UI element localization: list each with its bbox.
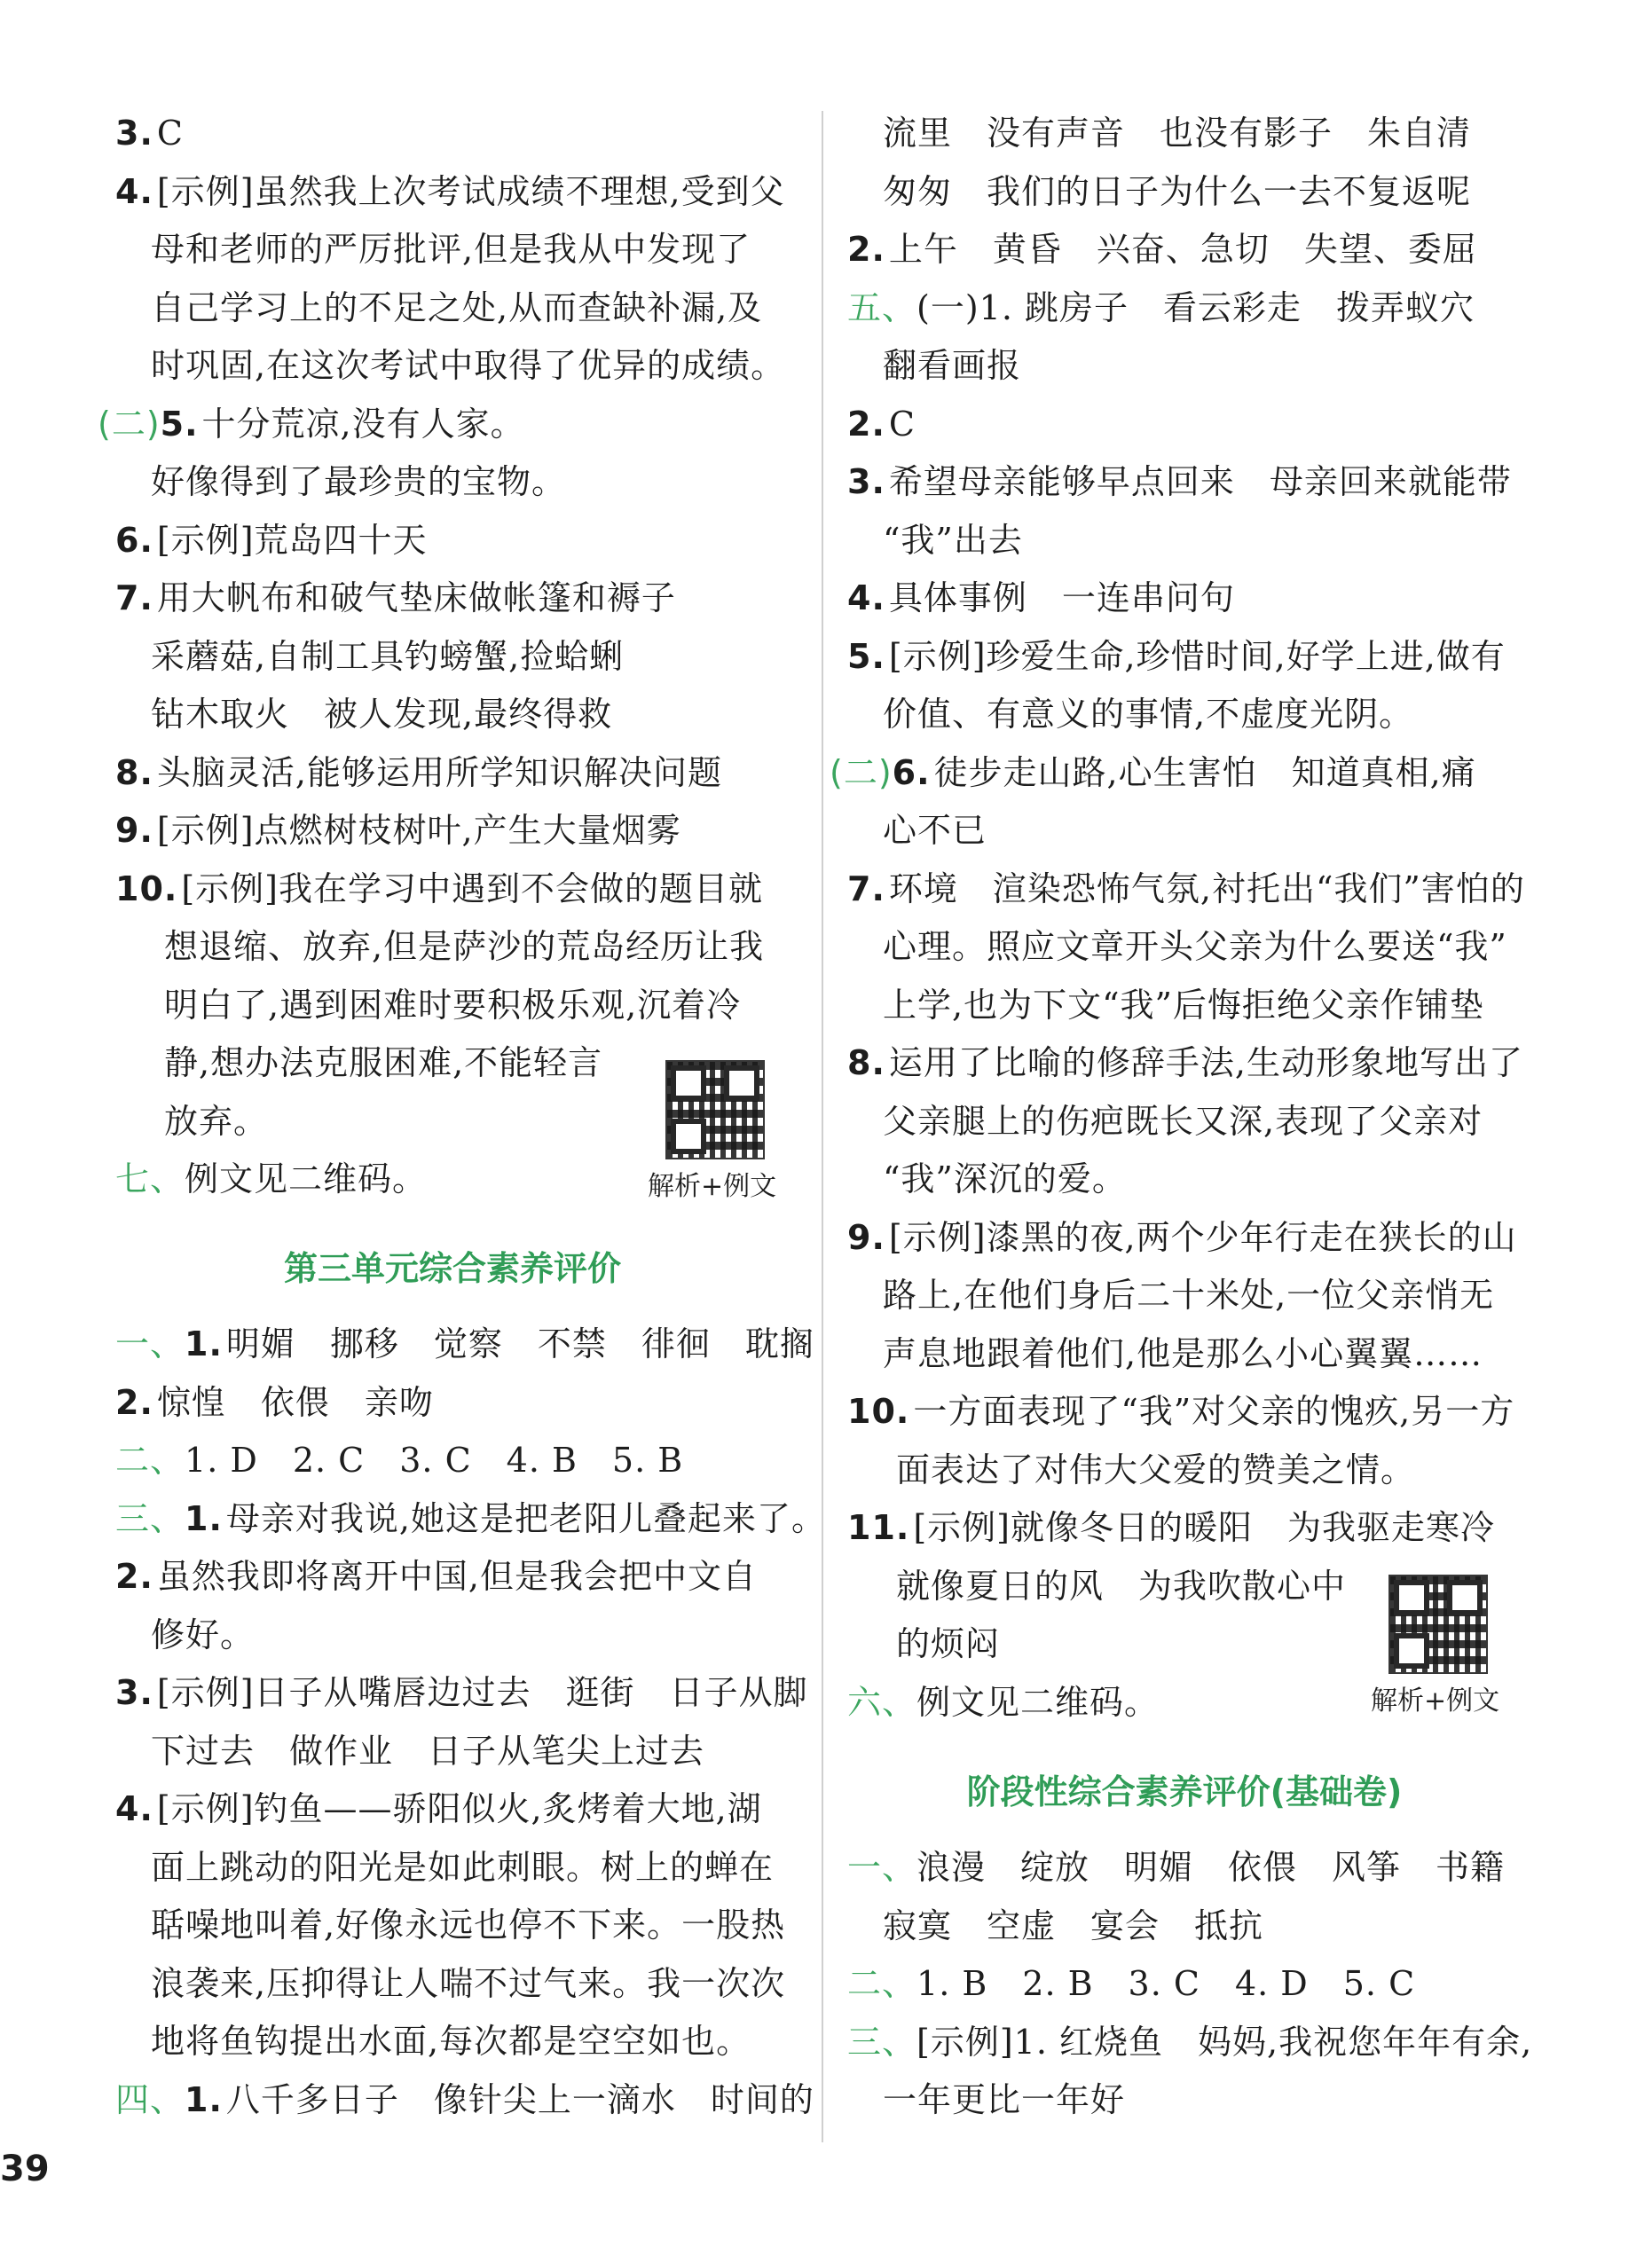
answer-line (151, 343, 785, 388)
answer-line (883, 1332, 1483, 1376)
answer-text: 心理。照应文章开头父亲为什么要送“我” (883, 927, 1507, 966)
answer-text: 具体事例 一连串问句 (888, 578, 1235, 617)
answer-line (847, 1041, 1523, 1085)
qr-code-image (665, 1060, 765, 1159)
answer-text: 钻木取火 被人发现,最终得救 (151, 695, 613, 734)
answer-line (883, 169, 1471, 214)
answer-text: 明媚 挪移 觉察 不禁 徘徊 耽搁 (225, 1324, 814, 1363)
answer-line (164, 1099, 268, 1143)
answer-text: 放弃。 (164, 1101, 269, 1141)
answer-line (847, 402, 916, 446)
answer-line (115, 1670, 808, 1715)
answer-line (847, 867, 1525, 911)
answer-text: 母和老师的严厉批评,但是我从中发现了 (151, 230, 751, 269)
question-number: 1. (185, 1498, 223, 1538)
answer-text: C (888, 404, 916, 444)
answer-line (896, 1622, 1000, 1666)
question-number: 5. (160, 404, 199, 444)
section-marker: 一、 (847, 1848, 917, 1887)
answer-text: 环境 渲染恐怖气氛,衬托出“我们”害怕的 (888, 868, 1525, 908)
answer-text: C (156, 114, 184, 153)
answer-line (847, 1845, 1505, 1890)
question-number: 2. (847, 230, 885, 269)
section-heading: 阶段性综合素养评价(基础卷) (966, 1772, 1403, 1811)
answer-line (847, 1961, 1415, 2006)
answer-text: 用大帆布和破气垫床做帐篷和褥子 (156, 578, 676, 617)
page-number: 39 (0, 2149, 50, 2189)
answer-text: 地将鱼钩提出水面,每次都是空空如也。 (151, 2022, 751, 2061)
answer-line (896, 1564, 1346, 1608)
answer-text: [示例]我在学习中遇到不会做的题目就 (181, 868, 763, 908)
answer-line (151, 460, 566, 504)
answer-text: 明白了,遇到困难时要积极乐观,沉着冷 (164, 985, 742, 1025)
question-number: 8. (847, 1043, 885, 1082)
answer-text: 虽然我即将离开中国,但是我会把中文自 (156, 1557, 757, 1596)
answer-text: 浪袭来,压抑得让人喘不过气来。我一次次 (151, 1963, 786, 2003)
answer-line (847, 227, 1477, 271)
answer-line (830, 750, 1476, 795)
answer-line (115, 1497, 826, 1541)
answer-line (883, 924, 1507, 969)
answer-line (847, 286, 1475, 330)
answer-line (883, 1099, 1483, 1143)
answer-line (115, 2078, 814, 2122)
question-number: 3. (847, 462, 885, 501)
question-number: 7. (115, 578, 153, 617)
answer-line (164, 924, 764, 969)
answer-text: 自己学习上的不足之处,从而查缺补漏,及 (151, 287, 763, 327)
answer-line (883, 111, 1471, 155)
answer-text: 父亲腿上的伤疤既长又深,表现了父亲对 (883, 1101, 1483, 1141)
answer-line (151, 634, 624, 679)
answer-text: 聒噪地叫着,好像永远也停不下来。一股热 (151, 1905, 786, 1945)
answer-line (883, 343, 1021, 388)
section-marker: 四、 (115, 2079, 185, 2119)
answer-text: 母亲对我说,她这是把老阳儿叠起来了。 (225, 1498, 826, 1538)
question-number: 7. (847, 868, 885, 908)
answer-text: 翻看画报 (883, 346, 1022, 385)
answer-text: 希望母亲能够早点回来 母亲回来就能带 (888, 462, 1512, 501)
answer-line (883, 808, 987, 853)
answer-line (151, 1845, 774, 1890)
section-marker: 三、 (115, 1498, 185, 1538)
answer-text: [示例]虽然我上次考试成绩不理想,受到父 (156, 171, 785, 211)
answer-text: 例文见二维码。 (185, 1159, 428, 1198)
answer-text: 一年更比一年好 (883, 2080, 1126, 2119)
answer-text: 静,想办法克服困难,不能轻言 (164, 1043, 603, 1082)
question-number: 9. (847, 1217, 885, 1257)
answer-line (115, 1787, 762, 1831)
question-number: 9. (115, 811, 153, 850)
answer-line (98, 402, 525, 446)
section-marker: 一、 (115, 1324, 185, 1363)
question-number: 4. (847, 578, 885, 617)
answer-line (115, 576, 676, 620)
answer-text: 上学,也为下文“我”后悔拒绝父亲作铺垫 (883, 985, 1484, 1025)
question-number: 2. (847, 404, 885, 444)
section-marker: (二) (98, 404, 161, 444)
answer-line (115, 518, 428, 562)
answer-line (151, 1961, 785, 2006)
question-number: 8. (115, 752, 153, 792)
answer-line (847, 634, 1506, 679)
answer-text: 的烦闷 (896, 1624, 1001, 1663)
answer-text: 下过去 做作业 日子从笔尖上过去 (151, 1731, 705, 1771)
answer-line (164, 983, 741, 1027)
answer-line (847, 460, 1512, 504)
answer-line (151, 692, 612, 736)
answer-line (883, 983, 1484, 1027)
column-divider (822, 111, 823, 2142)
answer-line (151, 1729, 704, 1773)
answer-text: 浪漫 绽放 明媚 依偎 风筝 书籍 (916, 1848, 1506, 1887)
answer-line (847, 1389, 1514, 1434)
question-number: 6. (115, 520, 153, 560)
answer-line (115, 169, 785, 214)
question-number: 10. (115, 868, 178, 908)
answer-text: 价值、有意义的事情,不虚度光阴。 (883, 695, 1414, 734)
answer-line (164, 1041, 602, 1085)
section-marker: (二) (830, 752, 893, 792)
answer-text: 就像夏日的风 为我吹散心中 (896, 1566, 1347, 1606)
answer-text: [示例]钓鱼——骄阳似火,炙烤着大地,湖 (156, 1789, 762, 1828)
answer-line (883, 2078, 1125, 2122)
answer-line (151, 1903, 785, 1947)
answer-line (115, 1438, 683, 1482)
section-marker: 七、 (115, 1159, 185, 1198)
answer-line (115, 1322, 814, 1366)
answer-text: 想退缩、放弃,但是萨沙的荒岛经历让我 (164, 927, 765, 966)
answer-line (151, 1613, 255, 1657)
answer-text: [示例]荒岛四十天 (156, 520, 428, 560)
answer-text: 惊惶 依偎 亲吻 (156, 1382, 434, 1422)
answer-line (883, 1273, 1494, 1317)
answer-line (883, 692, 1413, 736)
answer-text: 徒步走山路,心生害怕 知道真相,痛 (933, 752, 1476, 792)
question-number: 2. (115, 1557, 153, 1596)
answer-text: “我”深沉的爱。 (883, 1159, 1127, 1198)
answer-text: 头脑灵活,能够运用所学知识解决问题 (156, 752, 722, 792)
answer-text: 好像得到了最珍贵的宝物。 (151, 462, 567, 501)
answer-line (115, 1554, 757, 1599)
answer-text: [示例]漆黑的夜,两个少年行走在狭长的山 (888, 1217, 1517, 1257)
answer-line (115, 750, 722, 795)
answer-text: 心不已 (883, 811, 987, 850)
answer-line (115, 1380, 434, 1425)
answer-line (847, 2020, 1532, 2064)
question-number: 4. (115, 171, 153, 211)
question-number: 11. (847, 1508, 910, 1547)
answer-text: 1. D 2. C 3. C 4. B 5. B (185, 1441, 684, 1480)
answer-line (847, 576, 1235, 620)
answer-text: [示例]1. 红烧鱼 妈妈,我祝您年年有余, (916, 2022, 1533, 2062)
answer-text: 上午 黄昏 兴奋、急切 失望、委屈 (888, 230, 1477, 269)
answer-text: 匆匆 我们的日子为什么一去不复返呢 (883, 171, 1472, 211)
question-number: 10. (847, 1392, 910, 1431)
answer-text: 流里 没有声音 也没有影子 朱自清 (883, 114, 1472, 153)
section-marker: 三、 (847, 2022, 917, 2062)
section-heading: 第三单元综合素养评价 (283, 1249, 621, 1288)
answer-text: [示例]珍爱生命,珍惜时间,好学上进,做有 (888, 636, 1506, 676)
answer-text: “我”出去 (883, 520, 1023, 560)
answer-line (115, 808, 681, 853)
answer-text: 寂寞 空虚 宴会 抵抗 (883, 1905, 1264, 1945)
qr-caption: 解析+例文 (1371, 1685, 1500, 1717)
question-number: 1. (185, 2079, 223, 2119)
answer-text: [示例]就像冬日的暖阳 为我驱走寒冷 (913, 1508, 1495, 1547)
answer-line (847, 1215, 1517, 1260)
section-marker: 二、 (847, 1964, 917, 2003)
answer-text: 运用了比喻的修辞手法,生动形象地写出了 (888, 1043, 1523, 1082)
answer-line (896, 1448, 1415, 1492)
answer-text: 一方面表现了“我”对父亲的愧疚,另一方 (913, 1392, 1515, 1431)
answer-text: 面上跳动的阳光是如此刺眼。树上的蝉在 (151, 1847, 775, 1887)
qr-code-image (1388, 1575, 1488, 1674)
answer-line (883, 1904, 1263, 1948)
question-number: 3. (115, 114, 153, 153)
question-number: 5. (847, 636, 885, 676)
answer-line (847, 1680, 1159, 1725)
answer-text: 修好。 (151, 1615, 256, 1654)
answer-line (883, 518, 1023, 562)
answer-line (115, 111, 184, 155)
answer-text: [示例]点燃树枝树叶,产生大量烟雾 (156, 811, 681, 850)
answer-text: 面表达了对伟大父爱的赞美之情。 (896, 1450, 1416, 1489)
answer-text: 时巩固,在这次考试中取得了优异的成绩。 (151, 346, 786, 385)
answer-line (151, 2019, 751, 2063)
answer-text: 路上,在他们身后二十米处,一位父亲悄无 (883, 1276, 1495, 1315)
section-marker: 二、 (115, 1441, 185, 1480)
answer-text: 例文见二维码。 (916, 1682, 1160, 1722)
question-number: 1. (185, 1324, 223, 1363)
answer-line (883, 1157, 1127, 1201)
answer-text: 1. B 2. B 3. C 4. D 5. C (916, 1964, 1416, 2003)
qr-caption: 解析+例文 (648, 1171, 777, 1202)
question-number: 3. (115, 1673, 153, 1712)
answer-line (151, 286, 762, 330)
answer-line (151, 227, 751, 271)
answer-text: (一)1. 跳房子 看云彩走 拨弄蚁穴 (916, 287, 1475, 327)
answer-text: [示例]日子从嘴唇边过去 逛街 日子从脚 (156, 1673, 808, 1712)
question-number: 6. (892, 752, 931, 792)
answer-text: 采蘑菇,自制工具钓螃蟹,捡蛤蜊 (151, 636, 625, 676)
answer-text: 八千多日子 像针尖上一滴水 时间的 (225, 2079, 814, 2119)
answer-line (115, 867, 763, 911)
section-marker: 五、 (847, 287, 917, 327)
answer-line (847, 1505, 1495, 1550)
answer-text: 声息地跟着他们,他是那么小心翼翼…… (883, 1333, 1483, 1373)
section-marker: 六、 (847, 1682, 917, 1722)
question-number: 4. (115, 1789, 153, 1828)
question-number: 2. (115, 1382, 153, 1422)
answer-line (115, 1157, 427, 1201)
answer-text: 十分荒凉,没有人家。 (201, 404, 525, 444)
